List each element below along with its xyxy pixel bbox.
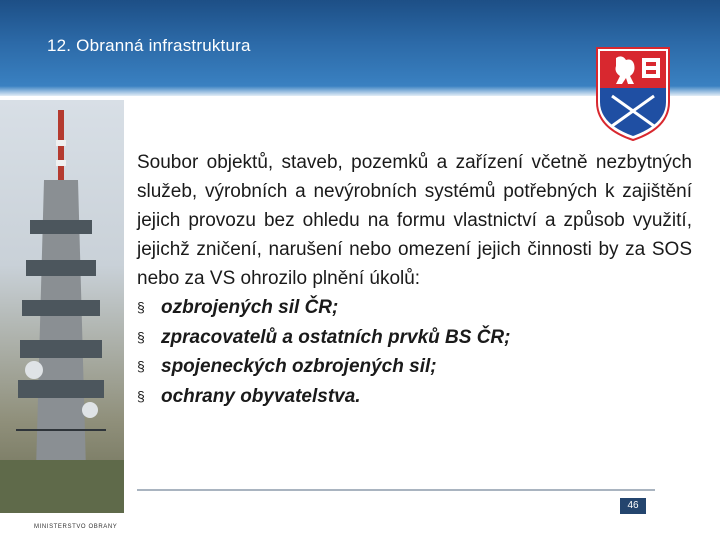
list-item: § ozbrojených sil ČR; xyxy=(137,293,692,323)
list-item: § ochrany obyvatelstva. xyxy=(137,382,692,412)
bullet-marker: § xyxy=(137,358,145,374)
list-item: § spojeneckých ozbrojených sil; xyxy=(137,352,692,382)
bullet-list xyxy=(137,293,692,411)
bullet-marker: § xyxy=(137,299,145,315)
footer-divider xyxy=(137,489,655,491)
definition-paragraph: Soubor objektů, staveb, pozemků a zařízení včetně nezbytných služeb, výrobních a nevýrobních systémů potřebných k zajištění jejich provozu bez ohledu na formu vlastnictví a způsob využití, jejichž zničení, narušení nebo omezení jejich činnosti by za SOS nebo za VS ohrozilo plnění úkolů: xyxy=(137,152,692,289)
page-number-badge: 46 xyxy=(620,498,646,514)
bullet-marker: § xyxy=(137,328,145,345)
list-item: § zpracovatelů a ostatních prvků BS ČR; xyxy=(137,323,692,353)
bullet-marker: § xyxy=(137,387,145,404)
coat-of-arms-emblem xyxy=(594,44,672,142)
body-text xyxy=(137,148,692,411)
transmitter-tower-photo xyxy=(0,100,124,513)
slide-title: 12. Obranná infrastruktura xyxy=(47,36,251,55)
ministry-label: MINISTERSTVO OBRANY xyxy=(34,524,118,530)
